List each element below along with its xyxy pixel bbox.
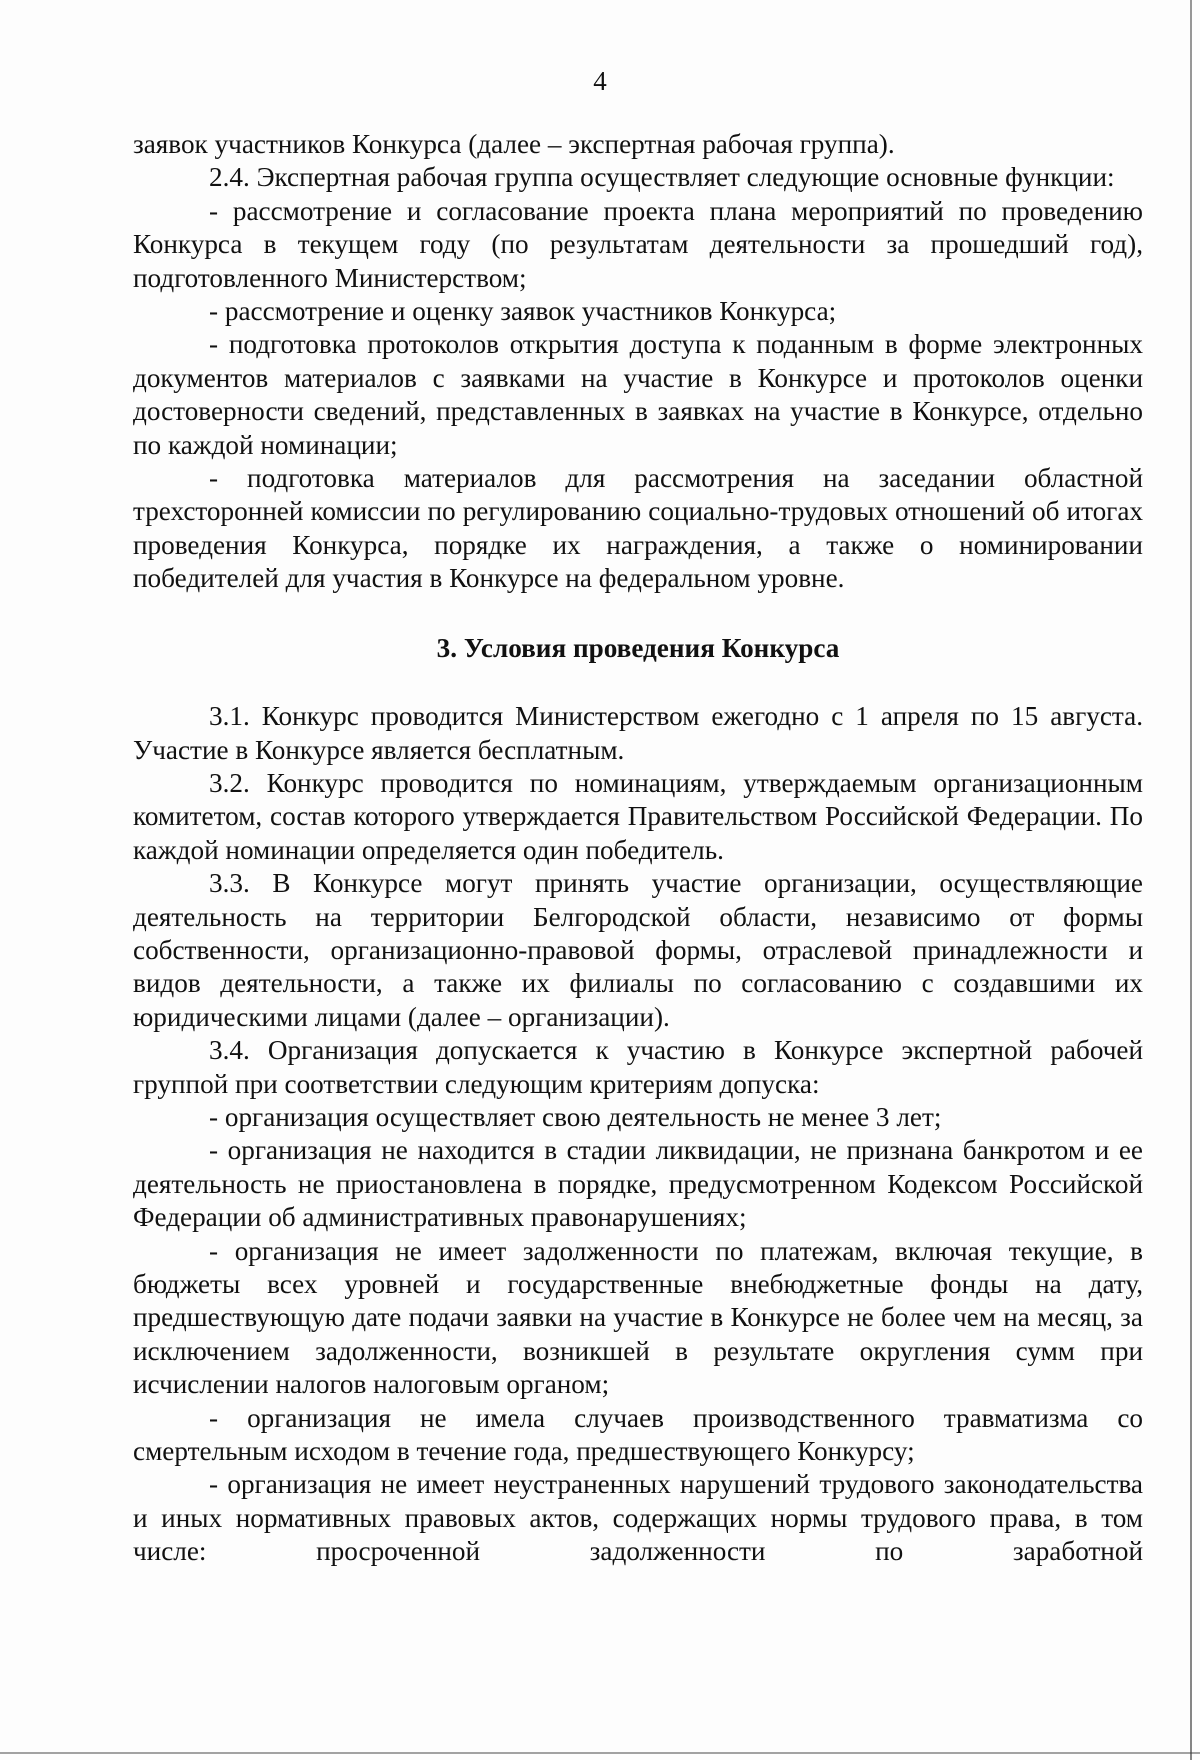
- scan-edge-bottom: [0, 1752, 1200, 1754]
- paragraph: 3.1. Конкурс проводится Министерством ежегодно с 1 апреля по 15 августа. Участие в Конкурсе является бесплатным.: [133, 701, 1143, 765]
- paragraph: - организация осуществляет свою деятельность не менее 3 лет;: [209, 1101, 942, 1132]
- paragraph: - организация не имела случаев производственного травматизма со смертельным исходом в течение года, предшествующего Конкурсу;: [133, 1402, 1143, 1467]
- paragraph: - рассмотрение и согласование проекта плана мероприятий по проведению Конкурса в текущем году (по результатам деятельности за прошедший год), подготовленного Министерством;: [133, 195, 1143, 293]
- paragraph: - рассмотрение и оценку заявок участников Конкурса;: [209, 296, 837, 327]
- paragraph: - организация не имеет задолженности по платежам, включая текущие, в бюджеты всех уровней и государственные внебюджетные фонды на дату, предшествующую дате подачи заявки на участие в Конкурсе не более чем на месяц, за исключением задолженности, возникшей в результате округления сумм при исчислении налогов налоговым органом;: [133, 1235, 1143, 1400]
- intro-paragraphs: [133, 128, 1143, 596]
- scan-edge-right: [1190, 0, 1192, 1760]
- paragraph: - организация не имеет неустраненных нарушений трудового законодательства и иных нормативных правовых актов, содержащих нормы трудового права, в том числе: просроченной задолженности по заработной: [133, 1469, 1143, 1567]
- paragraph: - подготовка протоколов открытия доступа к поданным в форме электронных документов материалов с заявками на участие в Конкурсе и протоколов оценки достоверности сведений, представленных в заявках на участие в Конкурсе, отдельно по каждой номинации;: [133, 329, 1143, 460]
- document-body: [133, 128, 1143, 1569]
- paragraph: - подготовка материалов для рассмотрения на заседании областной трехсторонней комиссии по регулированию социально-трудовых отношений об итогах проведения Конкурса, порядке их награждения, а также о номинировании победителей для участия в Конкурсе на федеральном уровне.: [133, 463, 1143, 594]
- section-3-paragraphs: [133, 700, 1143, 1569]
- paragraph: 3.2. Конкурс проводится по номинациям, утверждаемым организационным комитетом, состав которого утверждается Правительством Российской Федерации. По каждой номинации определяется один победитель.: [133, 767, 1143, 865]
- paragraph: - организация не находится в стадии ликвидации, не признана банкротом и ее деятельность не приостановлена в порядке, предусмотренном Кодексом Российской Федерации об административных правонарушениях;: [133, 1135, 1143, 1233]
- section-heading: 3. Условия проведения Конкурса: [436, 632, 840, 663]
- paragraph: 2.4. Экспертная рабочая группа осуществляет следующие основные функции:: [209, 162, 1115, 193]
- page-number: 4: [593, 66, 607, 96]
- paragraph: 3.3. В Конкурсе могут принять участие организации, осуществляющие деятельность на территории Белгородской области, независимо от формы собственности, организационно-правовой формы, отраслевой принадлежности и видов деятельности, а также их филиалы по согласованию с создавшими их юридическими лицами (далее – организации).: [133, 868, 1143, 1032]
- paragraph: 3.4. Организация допускается к участию в Конкурсе экспертной рабочей группой при соответствии следующим критериям допуска:: [133, 1035, 1143, 1099]
- paragraph: заявок участников Конкурса (далее – экспертная рабочая группа).: [133, 129, 895, 159]
